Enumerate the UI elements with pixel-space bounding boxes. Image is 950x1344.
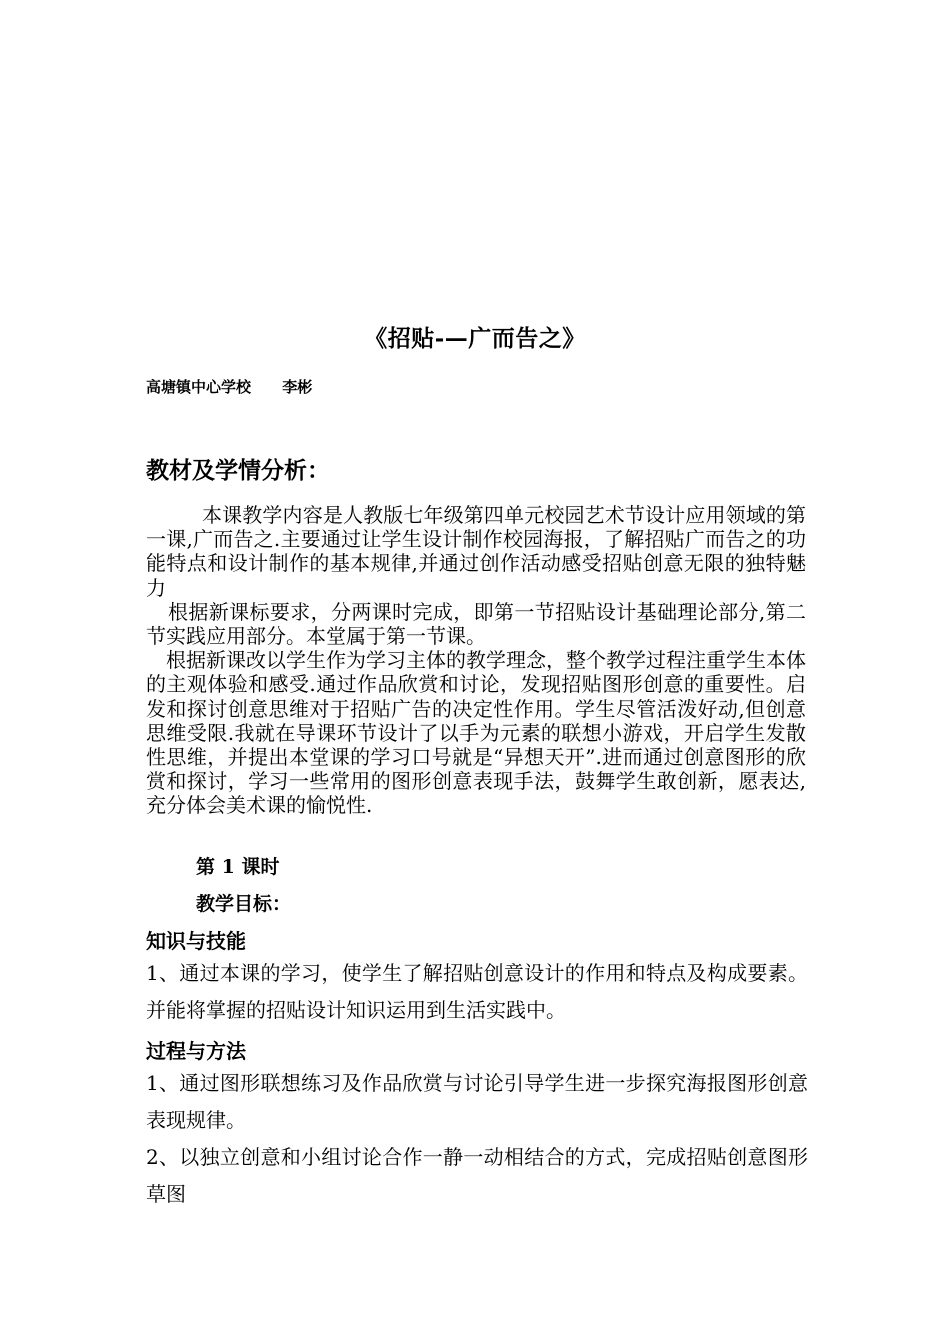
process-list (146, 1065, 808, 1213)
author-name: 李彬 (282, 378, 313, 396)
knowledge-heading: 知识与技能 (146, 929, 246, 953)
school-name: 高塘镇中心学校 (146, 378, 252, 396)
analysis-text (146, 503, 806, 818)
lesson-number: 第 1 课时 (196, 856, 280, 878)
document-title: 《招贴-—广而告之》 (364, 325, 586, 352)
section-heading: 教材及学情分析： (146, 458, 330, 484)
process-heading: 过程与方法 (146, 1039, 246, 1063)
analysis-paragraph: 根据新课改以学生作为学习主体的教学理念，整个教学过程注重学生本体的主观体验和感受.通过作品欣赏和讨论，发现招贴图形创意的重要性。启发和探讨创意思维对于招贴广告的决定性作用。学生尽管活泼好动,但创意思维受限.我就在导课环节设计了以手为元素的联想小游戏，开启学生发散性思维，并提出本堂课的学习口号就是“异想天开”.进而通过创意图形的欣赏和探讨，学习一些常用的图形创意表现手法，鼓舞学生敢创新，愿表达,充分体会美术课的愉悦性. (146, 648, 806, 818)
objectives-label: 教学目标： (196, 893, 292, 915)
knowledge-list (146, 955, 808, 1029)
process-item: 2、以独立创意和小组讨论合作一静一动相结合的方式，完成招贴创意图形草图 (146, 1145, 808, 1206)
analysis-paragraph: 根据新课标要求，分两课时完成，即第一节招贴设计基础理论部分,第二节实践应用部分。本堂属于第一节课。 (146, 599, 806, 649)
process-item: 1、通过图形联想练习及作品欣赏与讨论引导学生进一步探究海报图形创意表现规律。 (146, 1071, 808, 1132)
knowledge-item: 1、通过本课的学习，使学生了解招贴创意设计的作用和特点及构成要素。并能将掌握的招贴设计知识运用到生活实践中。 (146, 961, 808, 1022)
analysis-paragraph: 本课教学内容是人教版七年级第四单元校园艺术节设计应用领域的第一课,广而告之.主要通过让学生设计制作校园海报，了解招贴广而告之的功能特点和设计制作的基本规律,并通过创作活动感受招贴创意无限的独特魅力 (146, 503, 806, 600)
author-line (146, 376, 312, 397)
